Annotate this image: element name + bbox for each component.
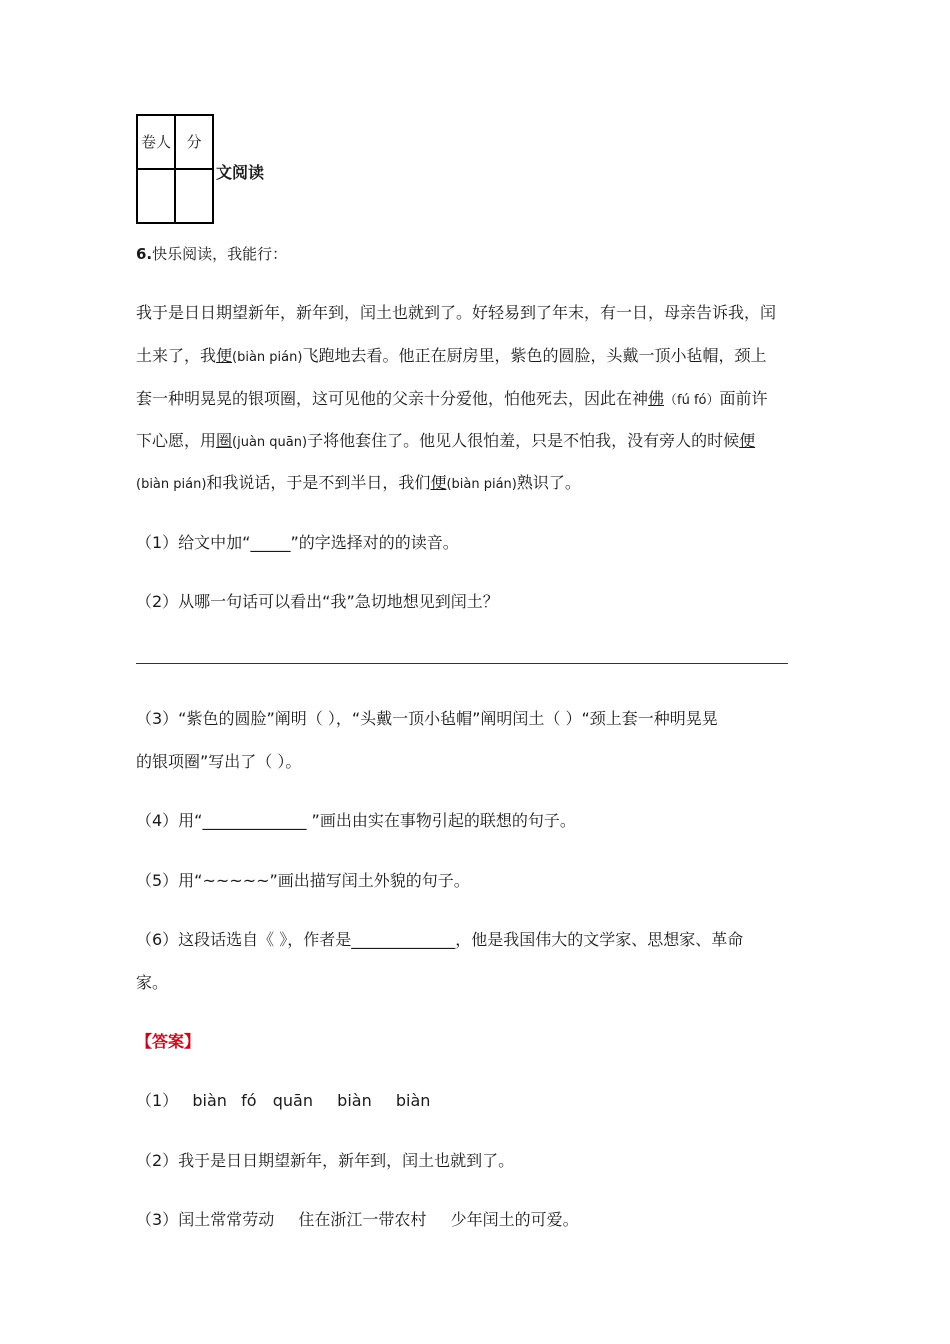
sub-question-2: （2）从哪一句话可以看出“我”急切地想见到闰土？ <box>136 592 499 611</box>
answer-3-prefix: （3） <box>136 1210 179 1229</box>
passage-line-1: 我于是日日期望新年，新年到，闰土也就到了。好轻易到了年末，有一日，母亲告诉我，闰 <box>136 303 777 322</box>
sub-question-6-line-2: 家。 <box>136 973 169 992</box>
passage-text: 套一种明晃晃的银项圈，这可见他的父亲十分爱他，怕他死去，因此在神 <box>136 389 649 408</box>
answer-1-value: fó <box>241 1091 257 1110</box>
underlined-char: 佛 <box>648 389 665 408</box>
answer-1 <box>136 1088 430 1111</box>
passage-text: 下心愿，用 <box>136 431 217 450</box>
answer-3-value: 住在浙江一带农村 <box>298 1210 427 1229</box>
passage-line-3 <box>136 386 768 409</box>
sub-question-6-line-1: （6）这段话选自《 》，作者是_____________，他是我国伟大的文学家、思想家、革命 <box>136 930 744 949</box>
sub-question-5: （5）用“~~~~~”画出描写闰土外貌的句子。 <box>136 871 470 890</box>
question-title <box>136 243 287 264</box>
answer-blank-line[interactable] <box>136 663 788 664</box>
score-table-cell-score: 分 <box>175 115 213 169</box>
pinyin-choice: (biàn pián) <box>136 477 207 492</box>
question-title-text: 快乐阅读，我能行： <box>152 245 288 263</box>
sub-question-3-line-1: （3）“紫色的圆脸”阐明（ ），“头戴一顶小毡帽”阐明闰土（ ）“颈上套一种明晃晃 <box>136 709 718 728</box>
pinyin-choice: （fú fó） <box>664 393 720 408</box>
sub-question-1: （1）给文中加“_____”的字选择对的的读音。 <box>136 533 459 552</box>
answer-3 <box>136 1207 579 1230</box>
score-table-cell-reviewer-value <box>137 169 175 223</box>
underlined-char: 圈 <box>216 431 233 450</box>
underlined-char: 便 <box>739 431 756 450</box>
answer-1-value: biàn <box>337 1091 372 1110</box>
passage-text: 飞跑地去看。他正在厨房里，紫色的圆脸，头戴一顶小毡帽，颈上 <box>302 346 767 365</box>
answer-label: 【答案】 <box>136 1032 201 1051</box>
sub-question-4: （4）用“_____________ ”画出由实在事物引起的联想的句子。 <box>136 811 576 830</box>
passage-text: 和我说话，于是不到半日，我们 <box>206 473 431 492</box>
answer-3-value: 闰土常常劳动 <box>178 1210 275 1229</box>
passage-line-5 <box>136 470 581 493</box>
answer-1-prefix: （1） <box>136 1091 179 1110</box>
underlined-char: 便 <box>216 346 233 365</box>
pinyin-choice: (juàn quān) <box>232 435 308 450</box>
answer-1-value: biàn <box>395 1091 431 1110</box>
answer-1-value: biàn <box>192 1091 227 1110</box>
score-table-cell-score-value <box>175 169 213 223</box>
section-title: 文阅读 <box>216 163 265 182</box>
passage-text: 子将他套住了。他见人很怕羞，只是不怕我，没有旁人的时候 <box>307 431 740 450</box>
passage-text: 面前许 <box>719 389 768 408</box>
pinyin-choice: (biàn pián) <box>232 350 303 365</box>
passage-text: 熟识了。 <box>516 473 581 492</box>
question-number: 6. <box>136 245 153 263</box>
answer-1-value: quān <box>272 1091 313 1110</box>
underlined-char: 便 <box>430 473 447 492</box>
score-table-cell-reviewer: 卷人 <box>137 115 175 169</box>
passage-line-4 <box>136 428 755 451</box>
answer-2: （2）我于是日日期望新年，新年到，闰土也就到了。 <box>136 1151 515 1170</box>
sub-question-3-line-2: 的银项圈”写出了（ ）。 <box>136 752 302 771</box>
passage-line-2 <box>136 343 766 366</box>
score-table <box>136 114 214 224</box>
answer-3-value: 少年闰土的可爱。 <box>450 1210 579 1229</box>
pinyin-choice: (biàn pián) <box>446 477 517 492</box>
passage-text: 土来了，我 <box>136 346 217 365</box>
